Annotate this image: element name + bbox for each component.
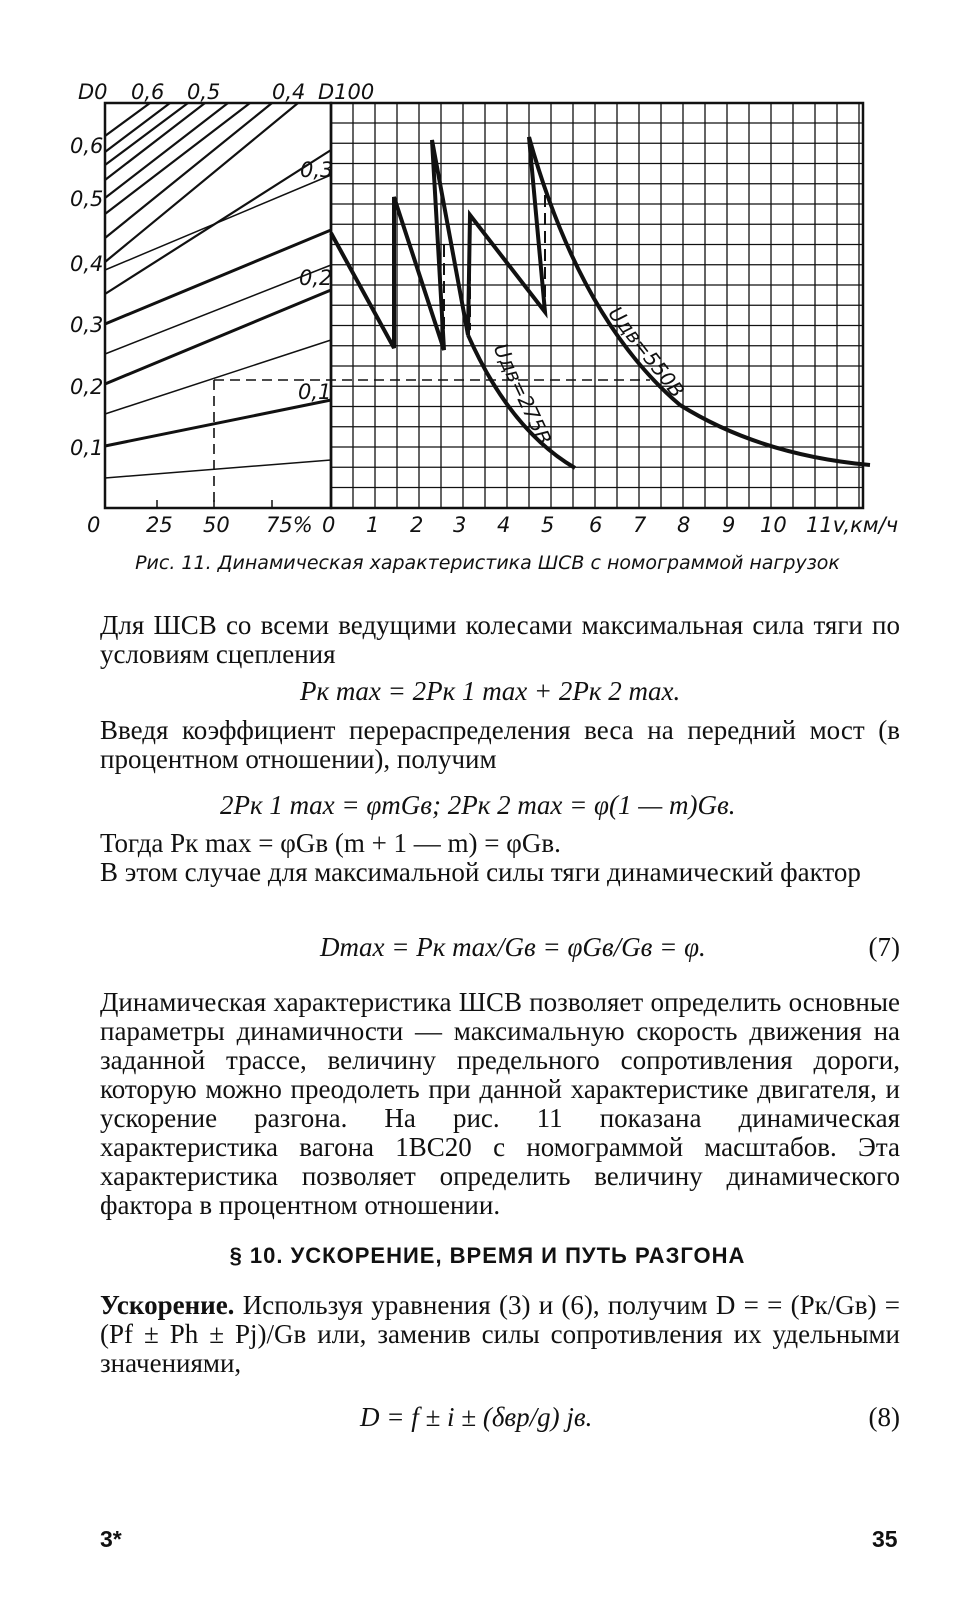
curve-label-550: Uдв=550В xyxy=(603,301,690,403)
x-label-left: 25 xyxy=(146,513,173,537)
y-label: 0,3 xyxy=(70,313,104,337)
axis-label-top-06: 0,6 xyxy=(131,80,165,104)
x-label-right: 0 xyxy=(322,513,336,537)
y-label: 0,1 xyxy=(70,436,104,460)
y-label: 0,2 xyxy=(70,375,104,399)
traction-curves xyxy=(331,137,870,468)
x-label-left: 0 xyxy=(87,513,101,537)
figure-caption: Рис. 11. Динамическая характеристика ШСВ с номограммой нагрузок xyxy=(135,552,840,574)
axis-label-d100: D100 xyxy=(318,80,375,104)
x-label-right-units: 11v,км/ч xyxy=(806,513,899,537)
axis-label-top-04: 0,4 xyxy=(272,80,306,104)
footer-signature: 3* xyxy=(100,1526,122,1552)
section-heading: § 10. УСКОРЕНИЕ, ВРЕМЯ И ПУТЬ РАЗГОНА xyxy=(229,1243,746,1268)
x-label-right: 2 xyxy=(410,513,424,537)
x-label-right: 7 xyxy=(633,513,647,537)
x-label-right: 9 xyxy=(722,513,736,537)
y-label: 0,5 xyxy=(70,187,104,211)
figure-11 xyxy=(0,0,975,560)
page-number: 35 xyxy=(872,1526,898,1552)
y-label: 0,4 xyxy=(70,252,104,276)
x-label-right: 10 xyxy=(760,513,787,537)
x-label-right: 6 xyxy=(589,513,603,537)
paragraph-6-body: Используя уравнения (3) и (6), получим D = = (Pк/Gв) = (Pf ± Ph ± Pj)/Gв или, заменив силы сопротивления их удельными значениями, xyxy=(100,1290,900,1378)
formula-2: 2Pк 1 max = φmGв; 2Pк 2 max = φ(1 — m)Gв. xyxy=(220,790,736,820)
axis-label-top-05: 0,5 xyxy=(187,80,221,104)
curve-label-275: Uдв=275В xyxy=(488,339,557,449)
paragraph-4: В этом случае для максимальной силы тяги динамический фактор xyxy=(100,857,861,887)
paragraph-1: Для ШСВ со всеми ведущими колесами максимальная сила тяги по условиям сцепления xyxy=(100,610,900,669)
axis-label-d0: D0 xyxy=(78,80,108,104)
load-lines xyxy=(105,103,334,478)
equation-number-7: (7) xyxy=(868,932,900,962)
paragraph-6-lead: Ускорение. xyxy=(100,1290,235,1320)
d100-scale-label: 0,3 xyxy=(300,158,334,182)
paragraph-6 xyxy=(100,1291,900,1378)
equation-number-8: (8) xyxy=(868,1402,900,1432)
x-label-right: 8 xyxy=(677,513,691,537)
d100-scale-label: 0,1 xyxy=(298,380,332,404)
x-label-right: 5 xyxy=(541,513,555,537)
paragraph-3: Тогда Pк max = φGв (m + 1 — m) = φGв. xyxy=(100,828,561,858)
d100-scale-label: 0,2 xyxy=(299,266,333,290)
x-label-right: 4 xyxy=(497,513,511,537)
paragraph-2: Введя коэффициент перераспределения веса на передний мост (в процентном отношении), получим xyxy=(100,715,900,774)
formula-3: Dmax = Pк max/Gв = φGв/Gв = φ. xyxy=(320,932,706,962)
formula-1: Pк max = 2Pк 1 max + 2Pк 2 max. xyxy=(300,676,681,706)
x-label-right: 1 xyxy=(366,513,380,537)
x-label-left: 50 xyxy=(203,513,230,537)
formula-4: D = f ± i ± (δвр/g) jв. xyxy=(360,1402,593,1432)
x-label-right: 3 xyxy=(453,513,467,537)
paragraph-5: Динамическая характеристика ШСВ позволяет определить основные параметры динамичности — максимальную скорость движения на заданной трассе, величину предельного сопротивления дороги, которую можно преодолеть при данной характеристике двигателя, и ускорение разгона. На рис. 11 показана динамическая характеристика вагона 1ВС20 с номограммой масштабов. Эта характеристика позволяет определить величину динамического фактора в процентном отношении. xyxy=(100,987,900,1220)
x-label-left: 75% xyxy=(266,513,313,537)
y-label: 0,6 xyxy=(70,134,104,158)
